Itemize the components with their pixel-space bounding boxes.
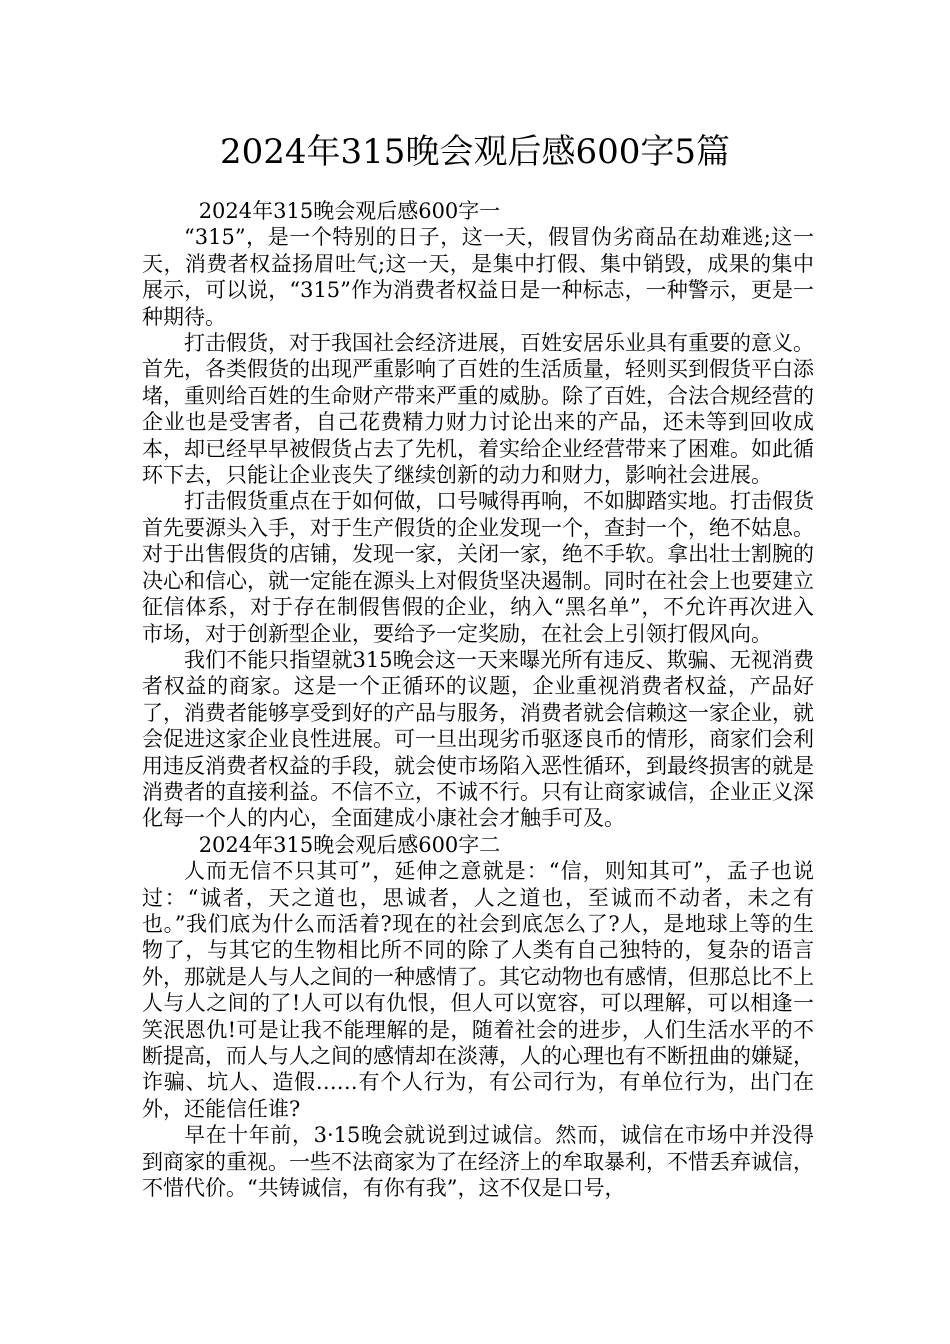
document-title: 2024年315晚会观后感600字5篇 — [220, 132, 730, 172]
document-body — [142, 198, 814, 1201]
paragraph: 打击假货，对于我国社会经济进展，百姓安居乐业具有重要的意义。首先，各类假货的出现严重影响了百姓的生活质量，轻则买到假货平白添堵，重则给百姓的生命财产带来严重的威胁。除了百姓，合法合规经营的企业也是受害者，自己花费精力财力讨论出来的产品，还未等到回收成本，却已经早早被假货占去了先机，着实给企业经营带来了困难。如此循环下去，只能让企业丧失了继续创新的动力和财力，影响社会进展。 — [142, 331, 814, 488]
paragraph: 人而无信不只其可”，延伸之意就是：“信，则知其可”，孟子也说过：“诚者，天之道也，思诚者，人之道也，至诚而不动者，未之有也。”我们底为什么而活着?现在的社会到底怎么了?人，是地球上等的生物了，与其它的生物相比所不同的除了人类有自己独特的，复杂的语言外，那就是人与人之间的一种感情了。其它动物也有感情，但那总比不上人与人之间的了!人可以有仇恨，但人可以宽容，可以理解，可以相逢一笑泯恩仇!可是让我不能理解的是，随着社会的进步，人们生活水平的不断提高，而人与人之间的感情却在淡薄，人的心理也有不断扭曲的嫌疑，诈骗、坑人、造假……有个人行为，有公司行为，有单位行为，出门在外，还能信任谁? — [142, 859, 814, 1121]
paragraph: 我们不能只指望就315晚会这一天来曝光所有违反、欺骗、无视消费者权益的商家。这是一个正循环的议题，企业重视消费者权益，产品好了，消费者能够享受到好的产品与服务，消费者就会信赖这一家企业，就会促进这家企业良性进展。可一旦出现劣币驱逐良币的情形，商家们会利用违反消费者权益的手段，就会使市场陷入恶性循环，到最终损害的就是消费者的直接利益。不信不立，不诚不行。只有让商家诚信，企业正义深化每一个人的内心，全面建成小康社会才触手可及。 — [142, 647, 814, 831]
paragraph: 打击假货重点在于如何做，口号喊得再响，不如脚踏实地。打击假货首先要源头入手，对于生产假货的企业发现一个，查封一个，绝不姑息。对于出售假货的店铺，发现一家，关闭一家，绝不手软。拿出壮士割腕的决心和信心，就一定能在源头上对假货坚决遏制。同时在社会上也要建立征信体系，对于存在制假售假的企业，纳入“黑名单”，不允许再次进入市场，对于创新型企业，要给予一定奖励，在社会上引领打假风向。 — [142, 489, 814, 646]
paragraph: 早在十年前，3·15晚会就说到过诚信。然而，诚信在市场中并没得到商家的重视。一些不法商家为了在经济上的牟取暴利，不惜丢弃诚信，不惜代价。“共铸诚信，有你有我”，这不仅是口号， — [142, 1123, 814, 1201]
paragraph: “315”，是一个特别的日子，这一天，假冒伪劣商品在劫难逃;这一天，消费者权益扬眉吐气;这一天，是集中打假、集中销毁，成果的集中展示，可以说，“315”作为消费者权益日是一种标志，一种警示，更是一种期待。 — [142, 225, 814, 329]
section-heading-1: 2024年315晚会观后感600字一 — [198, 199, 501, 223]
section-heading-2: 2024年315晚会观后感600字二 — [198, 832, 501, 857]
